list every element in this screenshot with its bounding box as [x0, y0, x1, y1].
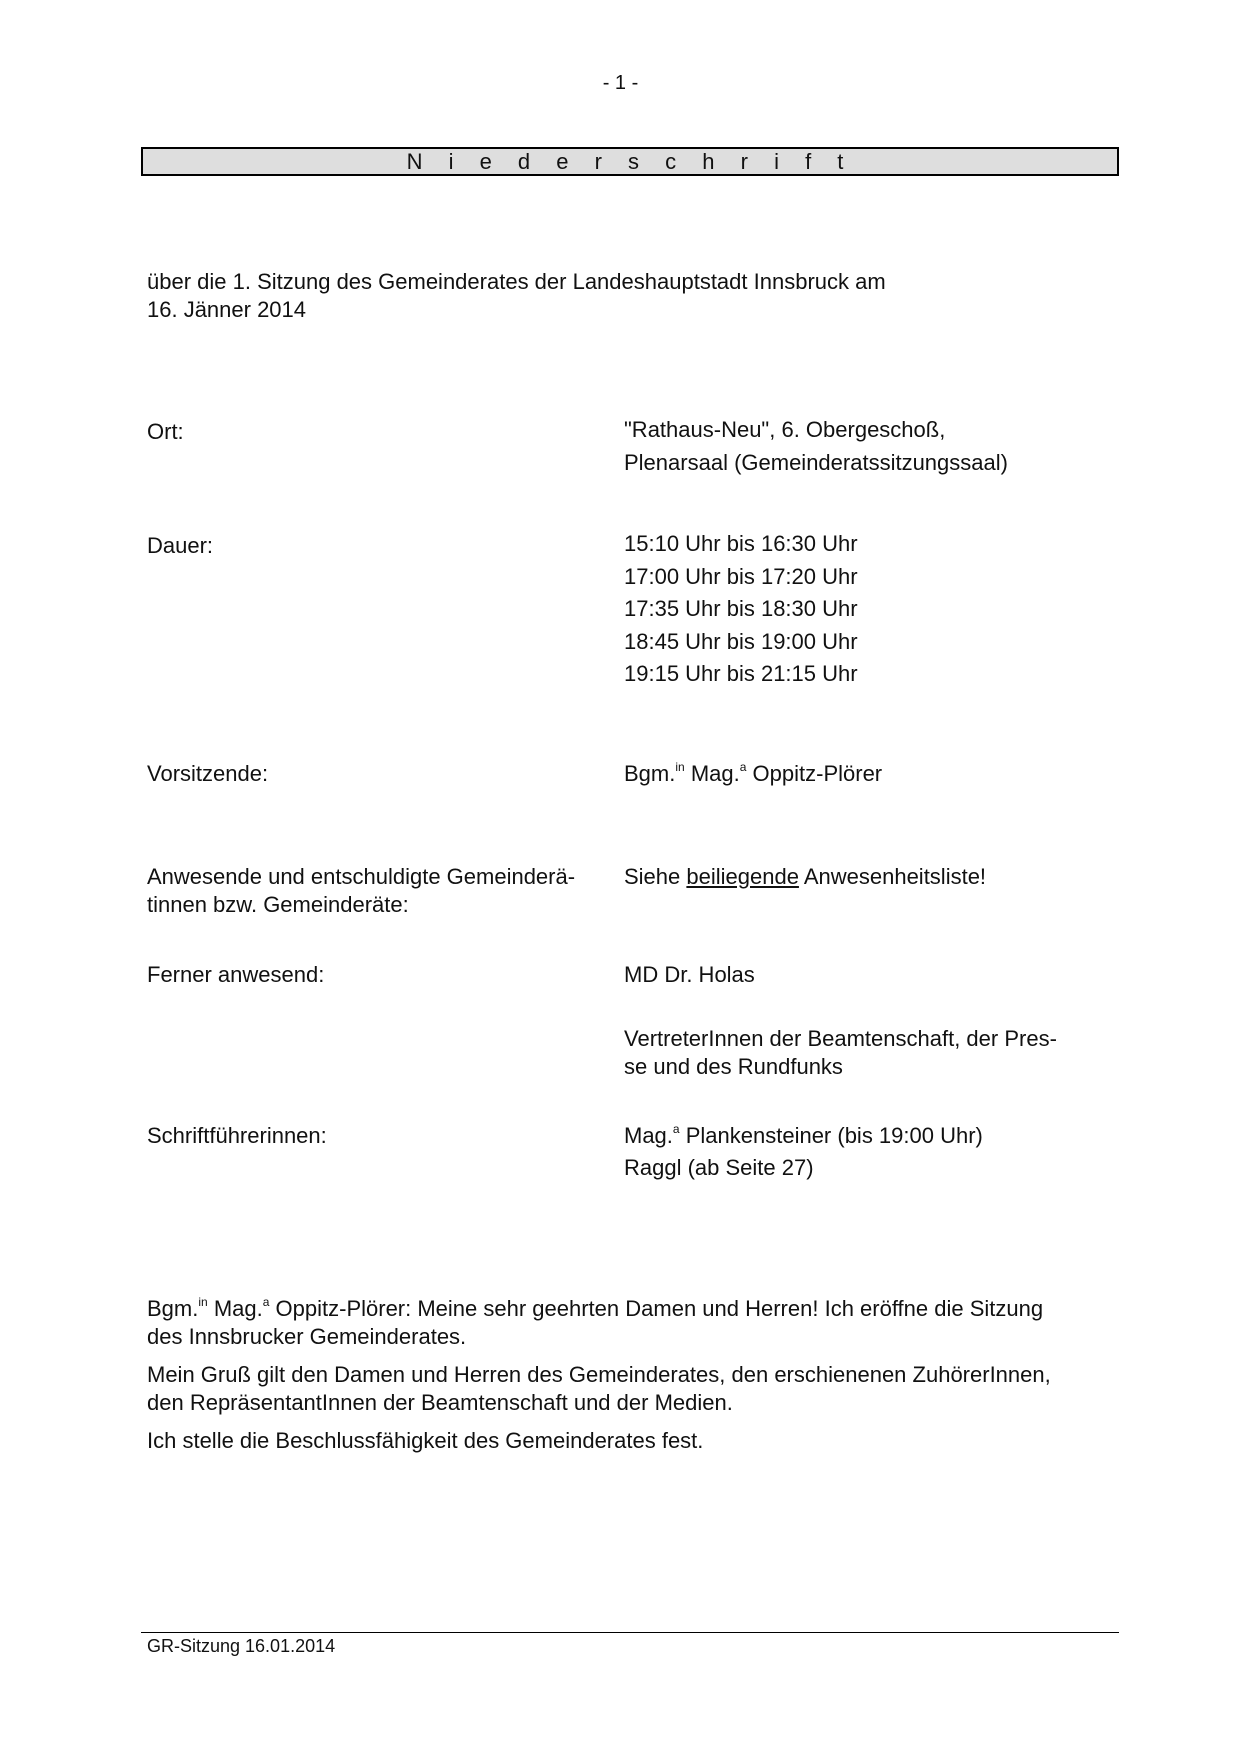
schrift-mag: Mag. — [624, 1123, 673, 1148]
body-p1-mag-sup: a — [262, 1295, 270, 1309]
subtitle-line-1: über die 1. Sitzung des Gemeinderates der Landeshauptstadt Innsbruck am — [147, 269, 886, 294]
body-p1-mag: Mag. — [207, 1296, 263, 1321]
ferner-value-1: MD Dr. Holas — [624, 962, 755, 987]
ort-label: Ort: — [147, 419, 184, 444]
vorsitzende-name: Oppitz-Plörer — [746, 761, 883, 786]
vorsitzende-label: Vorsitzende: — [147, 761, 269, 786]
document-title-text: N i e d e r s c h r i f t — [406, 148, 854, 174]
vorsitzende-value — [624, 760, 1094, 788]
anwesende-label-line-2: tinnen bzw. Gemeinderäte: — [147, 892, 409, 917]
dauer-line-1: 15:10 Uhr bis 16:30 Uhr — [624, 531, 858, 556]
body-p1-line-1 — [147, 1295, 1107, 1323]
vorsitzende-bgm: Bgm. — [624, 761, 676, 786]
body-paragraph-3: Ich stelle die Beschlussfähigkeit des Gemeinderates fest. — [147, 1428, 704, 1453]
ferner-value-2-line-2: se und des Rundfunks — [624, 1054, 843, 1079]
ort-line-2: Plenarsaal (Gemeinderatssitzungssaal) — [624, 449, 1008, 475]
schrift-mag-sup: a — [672, 1122, 680, 1136]
body-p1-line-1-rest: Oppitz-Plörer: Meine sehr geehrten Damen und Herren! Ich eröffne die Sitzung — [269, 1296, 1044, 1321]
vorsitzende-mag-sup: a — [739, 760, 747, 774]
vorsitzende-mag: Mag. — [684, 761, 740, 786]
anwesende-label — [147, 863, 607, 919]
footer-text: GR-Sitzung 16.01.2014 — [147, 1636, 336, 1656]
body-paragraph-2 — [147, 1361, 1107, 1417]
body-paragraph-1 — [147, 1295, 1107, 1351]
body-p1-line-2: des Innsbrucker Gemeinderates. — [147, 1324, 467, 1349]
body-p2-line-2: den RepräsentantInnen der Beamtenschaft und der Medien. — [147, 1390, 733, 1415]
document-subtitle — [147, 268, 1097, 324]
vorsitzende-bgm-sup: in — [675, 760, 685, 774]
body-p1-bgm-sup: in — [198, 1295, 208, 1309]
anwesende-value — [624, 863, 1094, 891]
dauer-line-3: 17:35 Uhr bis 18:30 Uhr — [624, 596, 858, 621]
schrift-line-2: Raggl (ab Seite 27) — [624, 1155, 814, 1180]
page-number: - 1 - — [602, 72, 639, 94]
schrift-line-1-rest: Plankensteiner (bis 19:00 Uhr) — [679, 1123, 983, 1148]
dauer-line-5: 19:15 Uhr bis 21:15 Uhr — [624, 661, 858, 686]
ort-line-1: "Rathaus-Neu", 6. Obergeschoß, — [624, 417, 946, 442]
footer-rule — [141, 1632, 1119, 1633]
dauer-line-4: 18:45 Uhr bis 19:00 Uhr — [624, 628, 858, 654]
ferner-value-2 — [624, 1025, 1094, 1081]
anwesende-value-pre: Siehe — [624, 864, 687, 889]
ort-value — [624, 414, 1094, 479]
anwesende-label-line-1: Anwesende und entschuldigte Gemeinderä- — [147, 864, 576, 889]
dauer-line-2: 17:00 Uhr bis 17:20 Uhr — [624, 563, 858, 589]
dauer-value — [624, 528, 1094, 691]
subtitle-line-2: 16. Jänner 2014 — [147, 297, 307, 322]
ferner-value-2-line-1: VertreterInnen der Beamtenschaft, der Pres- — [624, 1026, 1057, 1051]
ferner-label: Ferner anwesend: — [147, 962, 325, 987]
schrift-line-1 — [624, 1122, 1094, 1150]
body-p2-line-1: Mein Gruß gilt den Damen und Herren des Gemeinderates, den erschienenen ZuhörerInnen, — [147, 1362, 1051, 1387]
dauer-label: Dauer: — [147, 533, 214, 558]
anwesende-value-post: Anwesenheitsliste! — [798, 864, 987, 889]
document-title — [141, 147, 1119, 176]
body-p1-bgm: Bgm. — [147, 1296, 199, 1321]
anwesende-value-underlined: beiliegende — [686, 864, 799, 889]
schrift-value — [624, 1122, 1094, 1182]
schrift-label: Schriftführerinnen: — [147, 1123, 327, 1148]
